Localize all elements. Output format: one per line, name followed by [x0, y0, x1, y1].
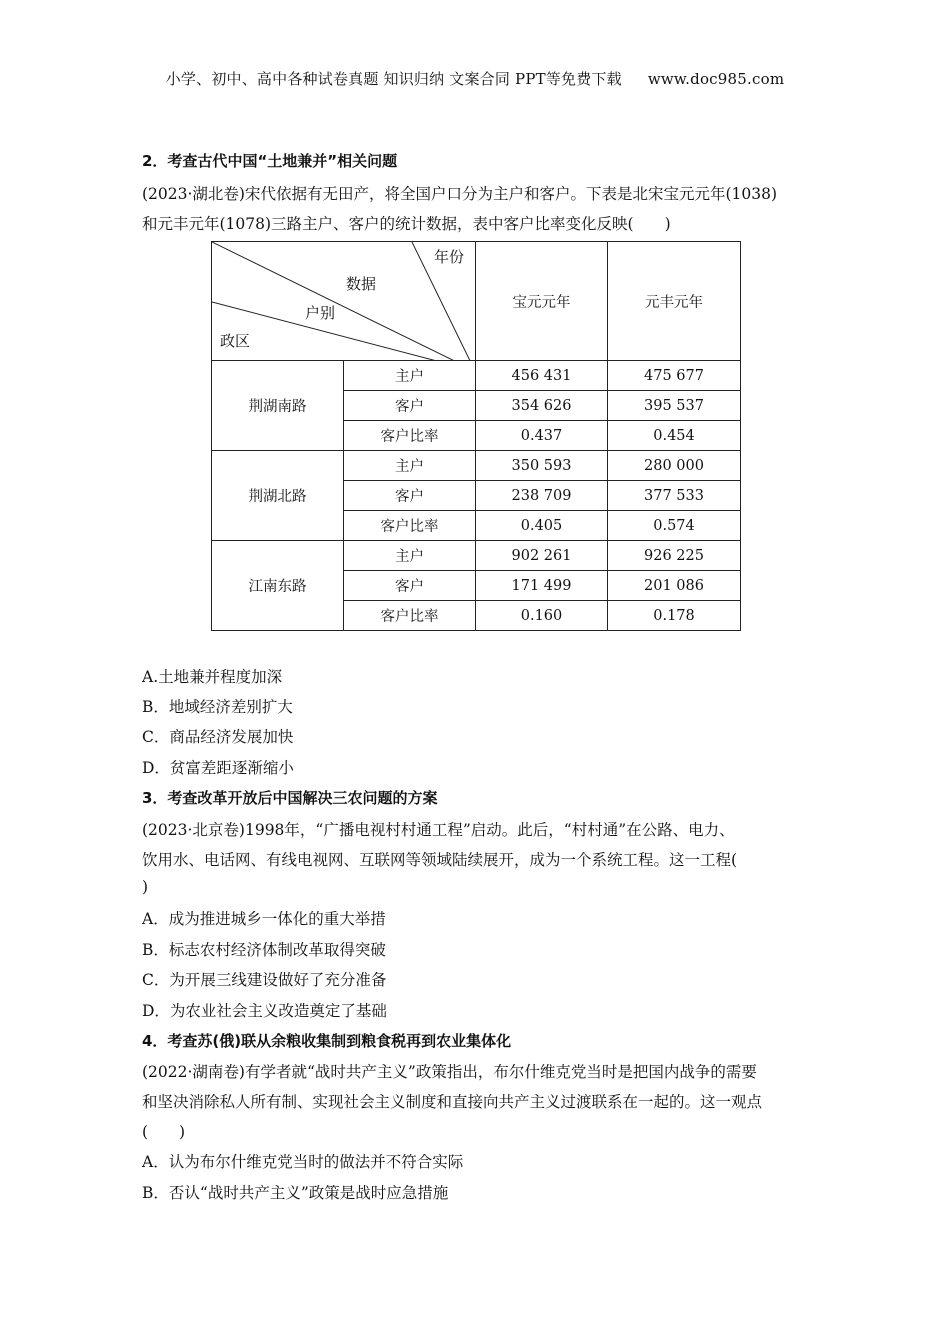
value-cell: 171 499: [476, 571, 608, 601]
region-cell: 江南东路: [212, 541, 344, 631]
value-cell: 0.437: [476, 421, 608, 451]
value-cell: 395 537: [608, 391, 741, 421]
q3-stem-line3: ): [142, 878, 149, 896]
table-row: [212, 541, 741, 571]
header-site[interactable]: www.doc985.com: [647, 70, 785, 88]
q2-stem-line2: 和元丰元年(1078)三路主户、客户的统计数据，表中客户比率变化反映( ): [142, 215, 671, 233]
col-header-baoyuan: 宝元元年: [476, 242, 608, 361]
diag-label-region: 政区: [220, 332, 251, 350]
value-cell: 354 626: [476, 391, 608, 421]
col-header-yuanfeng: 元丰元年: [608, 242, 741, 361]
q3-stem-line1: (2023·北京卷)1998年，“广播电视村村通工程”启动。此后，“村村通”在公路、电力、: [142, 821, 735, 839]
q2-data-table: [211, 241, 741, 631]
q2-option-c: C．商品经济发展加快: [142, 728, 294, 746]
value-cell: 238 709: [476, 481, 608, 511]
q2-option-d: D．贫富差距逐渐缩小: [142, 759, 294, 777]
value-cell: 0.160: [476, 601, 608, 631]
type-cell: 客户比率: [344, 601, 476, 631]
value-cell: 0.405: [476, 511, 608, 541]
q4-option-b: B．否认“战时共产主义”政策是战时应急措施: [142, 1184, 449, 1202]
q2-option-a: A.土地兼并程度加深: [142, 668, 283, 686]
type-cell: 客户: [344, 391, 476, 421]
type-cell: 客户比率: [344, 511, 476, 541]
q4-option-a: A．认为布尔什维克党当时的做法并不符合实际: [142, 1153, 464, 1171]
q3-option-c: C．为开展三线建设做好了充分准备: [142, 971, 387, 989]
type-cell: 客户: [344, 481, 476, 511]
region-cell: 荆湖南路: [212, 361, 344, 451]
q4-title: 4．考查苏(俄)联从余粮收集制到粮食税再到农业集体化: [142, 1032, 512, 1050]
value-cell: 0.574: [608, 511, 741, 541]
q4-stem-line1: (2022·湖南卷)有学者就“战时共产主义”政策指出，布尔什维克党当时是把国内战争的需要: [142, 1063, 757, 1081]
table-row: [212, 451, 741, 481]
q3-option-d: D．为农业社会主义改造奠定了基础: [142, 1002, 387, 1020]
q2-title: 2．考查古代中国“土地兼并”相关问题: [142, 152, 398, 170]
value-cell: 350 593: [476, 451, 608, 481]
header-text: 小学、初中、高中各种试卷真题 知识归纳 文案合同 PPT等免费下载: [165, 70, 622, 88]
type-cell: 主户: [344, 451, 476, 481]
table-row: [212, 361, 741, 391]
q4-stem-line2: 和坚决消除私人所有制、实现社会主义制度和直接向共产主义过渡联系在一起的。这一观点: [142, 1093, 763, 1111]
type-cell: 客户比率: [344, 421, 476, 451]
value-cell: 475 677: [608, 361, 741, 391]
table-diagonal-header: [212, 242, 476, 361]
diag-label-year: 年份: [434, 248, 465, 266]
value-cell: 902 261: [476, 541, 608, 571]
type-cell: 主户: [344, 361, 476, 391]
type-cell: 主户: [344, 541, 476, 571]
diag-label-household: 户别: [305, 304, 336, 322]
value-cell: 0.178: [608, 601, 741, 631]
page-header: [0, 68, 950, 89]
value-cell: 280 000: [608, 451, 741, 481]
value-cell: 377 533: [608, 481, 741, 511]
value-cell: 926 225: [608, 541, 741, 571]
value-cell: 0.454: [608, 421, 741, 451]
q3-stem-line2: 饮用水、电话网、有线电视网、互联网等领域陆续展开，成为一个系统工程。这一工程(: [142, 851, 738, 869]
q3-option-b: B．标志农村经济体制改革取得突破: [142, 941, 386, 959]
value-cell: 456 431: [476, 361, 608, 391]
value-cell: 201 086: [608, 571, 741, 601]
q2-option-b: B．地域经济差别扩大: [142, 698, 293, 716]
q2-stem-line1: (2023·湖北卷)宋代依据有无田产，将全国户口分为主户和客户。下表是北宋宝元元年(1038): [142, 185, 778, 203]
type-cell: 客户: [344, 571, 476, 601]
q3-title: 3．考查改革开放后中国解决三农问题的方案: [142, 789, 438, 807]
diag-label-data: 数据: [346, 275, 377, 293]
q4-stem-line3: ( ): [142, 1123, 186, 1141]
region-cell: 荆湖北路: [212, 451, 344, 541]
q3-option-a: A．成为推进城乡一体化的重大举措: [142, 910, 386, 928]
